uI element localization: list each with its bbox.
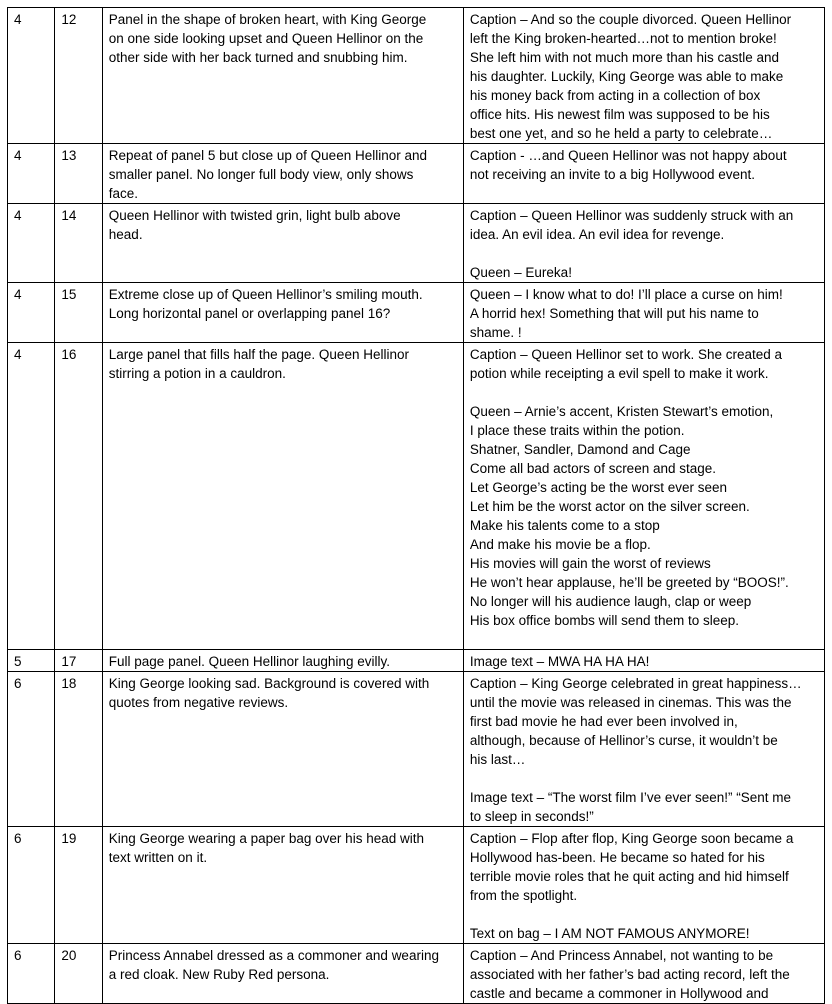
text-line — [470, 769, 820, 788]
text-line: Caption - …and Queen Hellinor was not happy about — [469, 148, 787, 163]
panel-text-cell — [463, 283, 824, 343]
page-number-cell: 6 — [8, 827, 55, 944]
text-line — [470, 244, 820, 263]
text-line: Shatner, Sandler, Damond and Cage — [469, 442, 691, 457]
panel-description-cell — [102, 827, 463, 944]
panel-text-cell — [463, 204, 824, 283]
panel-number-cell: 17 — [55, 650, 102, 672]
text-line: left the King broken-hearted…not to mention broke! — [469, 31, 777, 46]
text-line: terrible movie roles that he quit acting and hid himself — [469, 869, 789, 884]
text-line: Caption – Flop after flop, King George soon became a — [469, 831, 794, 846]
text-line: first bad movie he had ever been involved in, — [469, 714, 738, 729]
panel-text-cell — [463, 672, 824, 827]
text-line: Come all bad actors of screen and stage. — [469, 461, 717, 476]
text-line: associated with her father’s bad acting record, left the — [469, 967, 790, 982]
text-line: until the movie was released in cinemas. This was the — [469, 695, 792, 710]
page-number-cell: 4 — [8, 204, 55, 283]
text-line: Let George’s acting be the worst ever seen — [469, 480, 728, 495]
text-line: Queen – Eureka! — [469, 265, 572, 280]
text-line: No longer will his audience laugh, clap or weep — [469, 594, 752, 609]
page-number-cell: 4 — [8, 343, 55, 650]
text-line: Make his talents come to a stop — [469, 518, 660, 533]
text-line: not receiving an invite to a big Hollywood event. — [469, 167, 756, 182]
text-line: And make his movie be a flop. — [469, 537, 651, 552]
text-line: He won’t hear applause, he’ll be greeted by “BOOS!”. — [469, 575, 789, 590]
text-line: Caption – And so the couple divorced. Queen Hellinor — [469, 12, 792, 27]
text-line: from the spotlight. — [469, 888, 578, 903]
text-line — [470, 383, 820, 402]
description-line: on one side looking upset and Queen Hellinor on the — [108, 31, 424, 46]
description-line: head. — [108, 227, 143, 242]
text-line: Queen – Arnie’s accent, Kristen Stewart’s emotion, — [469, 404, 774, 419]
description-line: Extreme close up of Queen Hellinor’s smiling mouth. — [108, 287, 423, 302]
text-line: office hits. His newest film was supposed to be his — [469, 107, 770, 122]
panel-number-cell: 14 — [55, 204, 102, 283]
panel-description-cell — [102, 944, 463, 1004]
panel-number-cell: 13 — [55, 144, 102, 204]
text-line: idea. An evil idea. An evil idea for revenge. — [469, 227, 725, 242]
table-row — [8, 8, 825, 144]
panel-description-cell — [102, 283, 463, 343]
page-number-cell: 6 — [8, 672, 55, 827]
text-line: His movies will gain the worst of reviews — [469, 556, 711, 571]
panel-text-cell — [463, 650, 824, 672]
table-row — [8, 343, 825, 650]
text-line: Caption – And Princess Annabel, not wanting to be — [469, 948, 774, 963]
text-line: Caption – Queen Hellinor set to work. She created a — [469, 347, 783, 362]
text-line: castle and became a commoner in Hollywood and — [469, 986, 769, 1001]
script-table — [7, 7, 825, 1004]
description-line: Queen Hellinor with twisted grin, light bulb above — [108, 208, 401, 223]
description-line: other side with her back turned and snubbing him. — [108, 50, 408, 65]
text-line: Text on bag – I AM NOT FAMOUS ANYMORE! — [469, 926, 750, 941]
panel-description-cell — [102, 144, 463, 204]
text-line: Caption – King George celebrated in great happiness… — [469, 676, 802, 691]
description-line: text written on it. — [108, 850, 208, 865]
page-number-cell: 4 — [8, 8, 55, 144]
text-line: His box office bombs will send them to sleep. — [469, 613, 740, 628]
table-row — [8, 650, 825, 672]
table-row — [8, 944, 825, 1004]
panel-description-cell — [102, 343, 463, 650]
text-line: Hollywood has-been. He became so hated for his — [469, 850, 765, 865]
panel-number-cell: 12 — [55, 8, 102, 144]
panel-number-cell: 20 — [55, 944, 102, 1004]
description-line: Repeat of panel 5 but close up of Queen Hellinor and — [108, 148, 428, 163]
table-row — [8, 827, 825, 944]
text-line: his daughter. Luckily, King George was able to make — [469, 69, 784, 84]
description-line: a red cloak. New Ruby Red persona. — [108, 967, 330, 982]
panel-text-cell — [463, 8, 824, 144]
table-row — [8, 283, 825, 343]
text-line: although, because of Hellinor’s curse, it wouldn’t be — [469, 733, 778, 748]
text-line: Queen – I know what to do! I’ll place a curse on him! — [469, 287, 783, 302]
description-line: stirring a potion in a cauldron. — [108, 366, 286, 381]
text-line: Image text – MWA HA HA HA! — [469, 654, 650, 669]
text-line: his last… — [469, 752, 526, 767]
text-line: I place these traits within the potion. — [469, 423, 685, 438]
description-line: Long horizontal panel or overlapping panel 16? — [108, 306, 391, 321]
text-line: potion while receipting a evil spell to make it work. — [469, 366, 769, 381]
text-line — [470, 905, 820, 924]
panel-number-cell: 19 — [55, 827, 102, 944]
panel-text-cell — [463, 827, 824, 944]
panel-description-cell — [102, 8, 463, 144]
text-line: best one yet, and so he held a party to celebrate… — [469, 126, 773, 141]
description-line: Full page panel. Queen Hellinor laughing evilly. — [108, 654, 390, 669]
text-line: She left him with not much more than his castle and — [469, 50, 780, 65]
panel-number-cell: 16 — [55, 343, 102, 650]
description-line: quotes from negative reviews. — [108, 695, 289, 710]
text-line: Image text – “The worst film I’ve ever seen!” “Sent me — [469, 790, 791, 805]
description-line: King George looking sad. Background is covered with — [108, 676, 430, 691]
description-line: Panel in the shape of broken heart, with King George — [108, 12, 427, 27]
panel-text-cell — [463, 343, 824, 650]
description-line: Large panel that fills half the page. Queen Hellinor — [108, 347, 409, 362]
page-number-cell: 4 — [8, 144, 55, 204]
table-body — [8, 8, 825, 1004]
text-line: Let him be the worst actor on the silver screen. — [469, 499, 750, 514]
description-line: King George wearing a paper bag over his head with — [108, 831, 424, 846]
text-line — [470, 630, 820, 649]
text-line: A horrid hex! Something that will put his name to — [469, 306, 759, 321]
table-row — [8, 144, 825, 204]
panel-text-cell — [463, 944, 824, 1004]
panel-description-cell — [102, 204, 463, 283]
panel-text-cell — [463, 144, 824, 204]
description-line: face. — [108, 186, 139, 201]
panel-number-cell: 18 — [55, 672, 102, 827]
table-row — [8, 204, 825, 283]
page-number-cell: 4 — [8, 283, 55, 343]
text-line: his money back from acting in a collection of box — [469, 88, 761, 103]
text-line: to sleep in seconds!” — [469, 809, 594, 824]
panel-description-cell — [102, 672, 463, 827]
text-line: Caption – Queen Hellinor was suddenly struck with an — [469, 208, 794, 223]
description-line: Princess Annabel dressed as a commoner and wearing — [108, 948, 439, 963]
page-number-cell: 5 — [8, 650, 55, 672]
page-number-cell: 6 — [8, 944, 55, 1004]
panel-description-cell — [102, 650, 463, 672]
table-row — [8, 672, 825, 827]
panel-number-cell: 15 — [55, 283, 102, 343]
text-line: shame. ! — [469, 325, 522, 340]
description-line: smaller panel. No longer full body view, only shows — [108, 167, 414, 182]
